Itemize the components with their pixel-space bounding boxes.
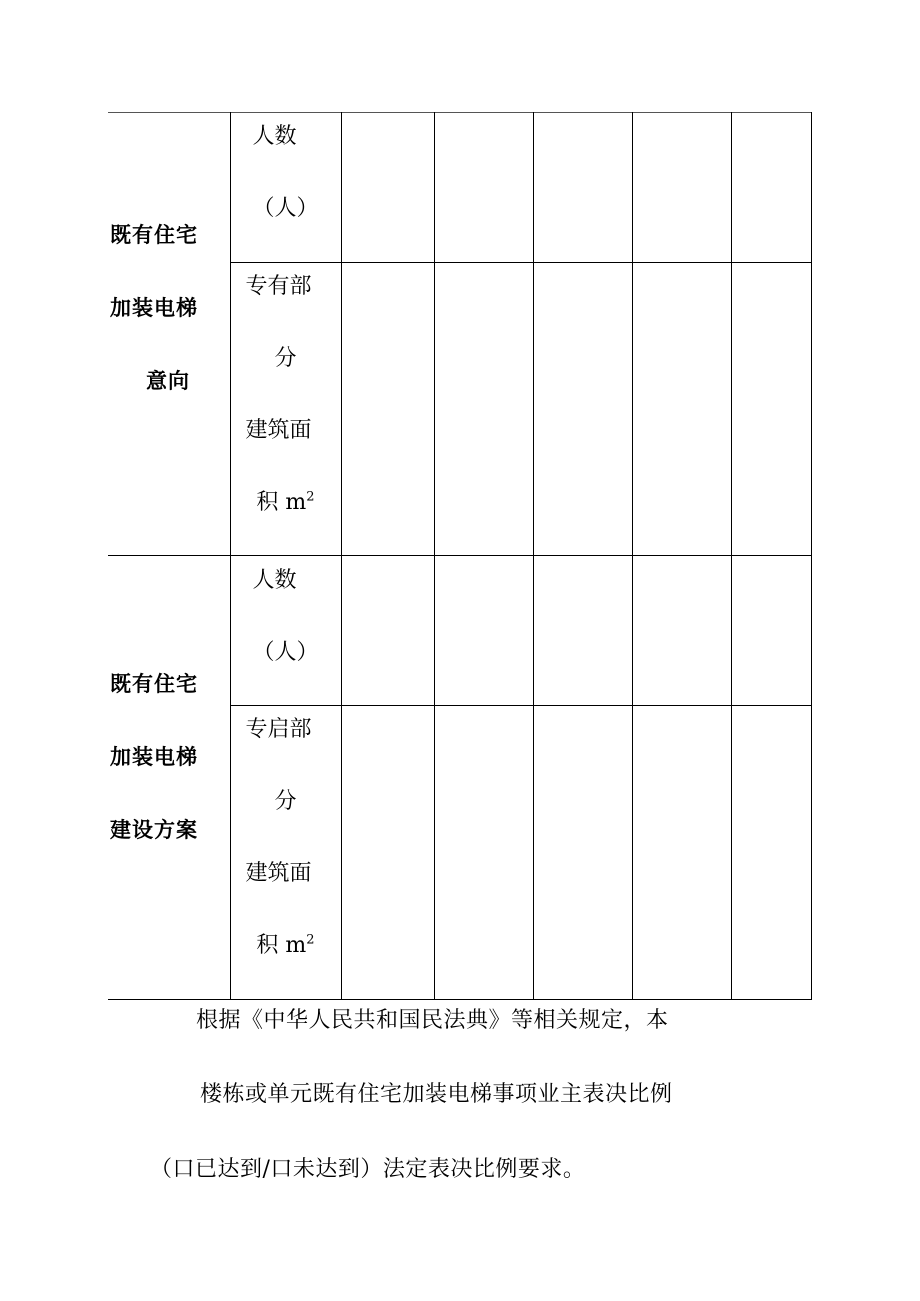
unit-superscript: 2 — [306, 932, 315, 948]
data-cell[interactable] — [434, 556, 533, 706]
sub-label-line: 分 — [274, 789, 297, 814]
data-cell[interactable] — [341, 556, 434, 706]
sub-label-cell-exclusive-area — [230, 263, 341, 556]
sub-label-line: 建筑面 — [245, 418, 312, 443]
table-row — [108, 556, 811, 706]
sub-label-cell-exclusive-area — [230, 706, 341, 1000]
group-label-line: 既有住宅 — [110, 672, 198, 696]
data-cell[interactable] — [434, 706, 533, 1000]
sub-label-line: 建筑面 — [245, 861, 312, 886]
paragraph-line-1: 根据《中华人民共和国民法典》等相关规定，本 — [196, 1008, 669, 1033]
data-cell[interactable] — [632, 263, 731, 556]
group-label-intention — [110, 199, 228, 418]
sub-label-exclusive-area — [231, 694, 341, 982]
sub-label-line: （人） — [252, 196, 319, 221]
sub-label-line: 人数 — [252, 124, 297, 149]
group-label-construction-plan — [110, 648, 228, 867]
sub-label-line: 专有部 — [245, 274, 312, 299]
data-cell[interactable] — [632, 113, 731, 263]
data-cell[interactable] — [533, 113, 632, 263]
sub-label-line: （人） — [252, 640, 319, 665]
data-cell[interactable] — [341, 706, 434, 1000]
sub-label-people-count — [231, 545, 341, 689]
data-cell[interactable] — [434, 113, 533, 263]
data-cell[interactable] — [632, 556, 731, 706]
group-label-line: 意向 — [146, 369, 190, 393]
group-label-line: 建设方案 — [110, 818, 198, 842]
data-cell[interactable] — [731, 556, 811, 706]
data-cell[interactable] — [341, 113, 434, 263]
unit-text: 积 m — [256, 933, 307, 958]
data-cell[interactable] — [632, 706, 731, 1000]
group-label-line: 加装电梯 — [110, 745, 198, 769]
table-row — [108, 113, 811, 263]
sub-label-line: 分 — [274, 346, 297, 371]
data-cell[interactable] — [731, 263, 811, 556]
sub-label-exclusive-area — [231, 251, 341, 539]
group-label-line: 加装电梯 — [110, 296, 198, 320]
sub-label-line — [231, 910, 341, 982]
data-cell[interactable] — [533, 263, 632, 556]
paragraph-line-3: （口已达到/口未达到）法定表决比例要求。 — [150, 1157, 586, 1182]
data-cell[interactable] — [341, 263, 434, 556]
data-cell[interactable] — [731, 113, 811, 263]
data-cell[interactable] — [434, 263, 533, 556]
sub-label-line: 专启部 — [245, 717, 312, 742]
unit-superscript: 2 — [306, 489, 315, 505]
sub-label-people-count — [231, 101, 341, 245]
group-cell-construction-plan — [108, 556, 230, 1000]
sub-label-line: 人数 — [252, 568, 297, 593]
sub-label-line — [231, 467, 341, 539]
data-cell[interactable] — [533, 706, 632, 1000]
group-label-line: 既有住宅 — [110, 223, 198, 247]
group-cell-intention — [108, 113, 230, 556]
sub-label-cell-people-count — [230, 113, 341, 263]
unit-text: 积 m — [256, 490, 307, 515]
sub-label-cell-people-count — [230, 556, 341, 706]
data-cell[interactable] — [731, 706, 811, 1000]
data-cell[interactable] — [533, 556, 632, 706]
elevator-vote-table — [108, 112, 812, 1000]
paragraph-line-2: 楼栋或单元既有住宅加装电梯事项业主表决比例 — [200, 1082, 673, 1107]
